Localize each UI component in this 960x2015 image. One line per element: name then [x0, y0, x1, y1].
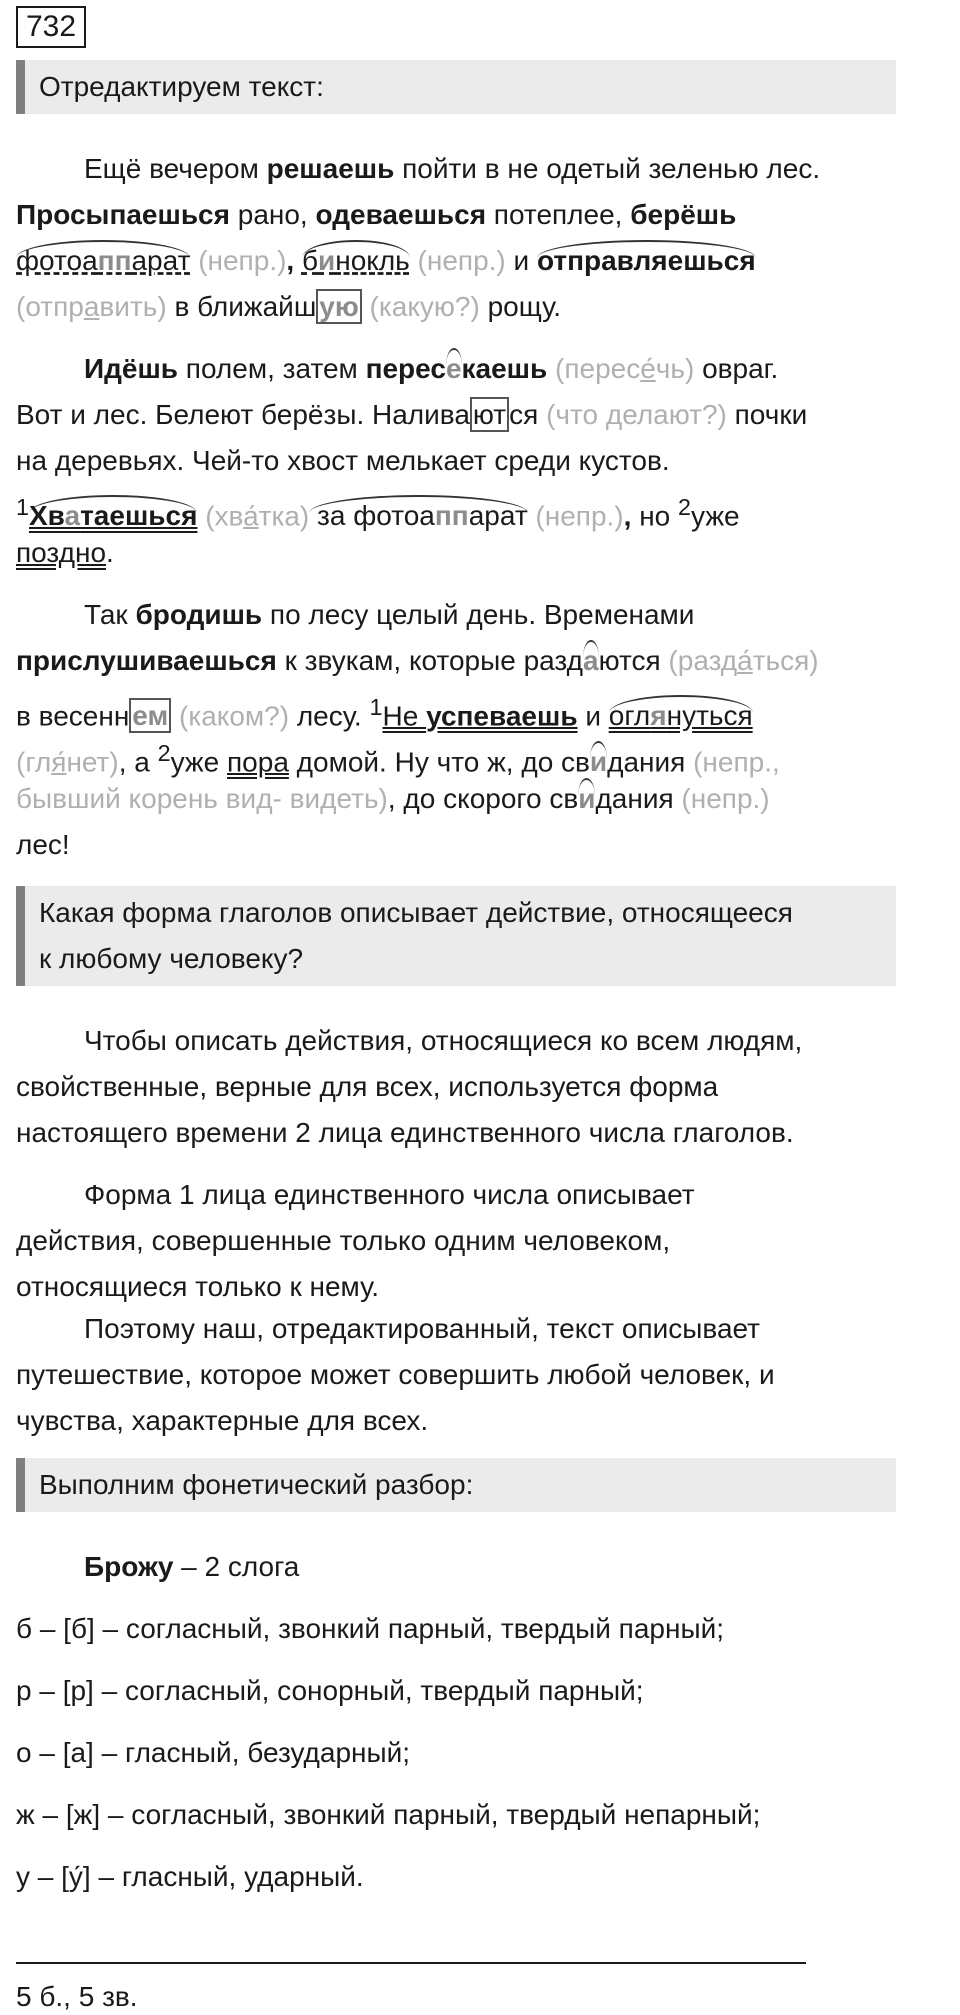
hint-note: (непр.): [190, 245, 287, 276]
stressed-letter: я́: [51, 746, 67, 778]
answer-line: действия, совершенные только одним человеком,: [16, 1225, 671, 1256]
hint-note: [16, 746, 119, 777]
verb-bold: [366, 348, 548, 384]
text: потеплее,: [486, 199, 631, 230]
footnote-mark: 2: [678, 494, 691, 520]
phonetic-row: р – [р] – согласный, сонорный, твердый парный;: [16, 1675, 644, 1706]
text: Ещё вечером: [84, 153, 267, 184]
verb-bold: Идёшь: [84, 353, 179, 384]
text: Так: [84, 599, 136, 630]
text: почки: [726, 399, 808, 430]
phonetic-row: б – [б] – согласный, звонкий парный, твердый парный;: [16, 1613, 724, 1644]
text: вить): [99, 291, 167, 322]
text: , до скорого св: [387, 783, 579, 814]
text: и: [505, 245, 537, 276]
footnote-mark: 1: [369, 694, 383, 720]
verb-bold: берёшь: [630, 199, 737, 230]
text: ются: [598, 645, 661, 676]
syllable-count: – 2 слога: [173, 1551, 300, 1582]
p3-line-2: [16, 644, 819, 678]
text: .: [106, 537, 114, 568]
text: (отпр: [16, 291, 84, 322]
stressed-letter: а: [83, 291, 100, 322]
answer-line: Чтобы описать действия, относящиеся ко всем людям,: [84, 1025, 803, 1056]
text: овраг.: [694, 353, 779, 384]
text: за фотоа: [309, 500, 435, 532]
hint-note: [547, 353, 694, 384]
text: ся: [509, 399, 539, 430]
text: таешься: [80, 500, 198, 532]
hint-note: (непр.): [527, 500, 624, 532]
answer-line: путешествие, которое может совершить любой человек, и: [16, 1359, 775, 1390]
hint-note: (что делают?): [538, 399, 727, 430]
section-heading-question: [16, 886, 896, 986]
text: лесу.: [289, 700, 370, 732]
p1-line-3: [16, 244, 756, 278]
text: арат: [131, 245, 191, 276]
p3-line-3: [16, 690, 753, 733]
answer-line: свойственные, верные для всех, используется форма: [16, 1071, 719, 1102]
text: нуться: [666, 700, 753, 732]
text: уже: [691, 500, 740, 532]
word-oglyanutsya: [609, 695, 753, 731]
text: рано,: [229, 199, 316, 230]
answer-line: Форма 1 лица единственного числа описывает: [84, 1179, 695, 1210]
question-line: к любому человеку?: [39, 943, 304, 974]
predicate-underlined: пора: [227, 746, 289, 778]
answer-line: относящиеся только к нему.: [16, 1271, 380, 1302]
spelling-letters: пп: [434, 500, 469, 532]
phonetic-row: о – [а] – гласный, безударный;: [16, 1737, 411, 1768]
text: нет): [66, 746, 119, 778]
text: (перес: [547, 353, 641, 384]
text: , а: [118, 746, 158, 778]
text: но: [631, 500, 679, 532]
p1-line-1: [16, 152, 820, 186]
phonetic-word-line: [16, 1550, 299, 1584]
spelling-letter: и: [318, 245, 336, 276]
text: домой. Ну что ж, до св: [288, 746, 590, 778]
text: Хв: [28, 500, 65, 532]
word-fotoapparat: [16, 240, 190, 276]
p2-line-1: [16, 352, 778, 386]
text: рощу.: [479, 291, 562, 322]
root-letter: а: [64, 500, 81, 532]
stressed-letter: а́: [737, 645, 753, 676]
verb-bold: Просыпаешься: [16, 199, 230, 230]
spelling-letters: пп: [97, 245, 132, 276]
comma: ,: [286, 245, 302, 276]
p2-line-2: [16, 398, 807, 432]
text: в весенн: [16, 700, 130, 732]
verb-bold: успеваешь: [426, 700, 578, 732]
word-binokl: [302, 240, 410, 276]
verb-bold: решаешь: [266, 153, 395, 184]
hint-note: бывший корень вид- видеть): [16, 783, 388, 814]
text: чь): [655, 353, 695, 384]
comma: ,: [623, 500, 632, 532]
ending-box: ую: [316, 289, 361, 324]
word-fotoapparat: [309, 495, 527, 531]
p2-line-5: [16, 536, 114, 570]
text: Вот и лес. Белеют берёзы. Налива: [16, 399, 470, 430]
text: Не: [382, 700, 427, 732]
ending-box: ют: [470, 397, 509, 432]
hint-note: (непр.): [409, 245, 506, 276]
text: в ближайш: [166, 291, 317, 322]
stressed-letter: а́: [243, 500, 259, 532]
text: каешь: [461, 353, 548, 384]
answer-line: настоящего времени 2 лица единственного числа глаголов.: [16, 1117, 794, 1148]
task-number: 732: [16, 6, 86, 48]
p2-line-3: на деревьях. Чей-то хвост мелькает среди кустов.: [16, 445, 670, 476]
p1-line-2: [16, 198, 736, 232]
root-letter: я: [650, 700, 667, 732]
question-line: Какая форма глаголов описывает действие, относящееся: [39, 897, 793, 928]
p2-line-4: [16, 490, 740, 533]
text: (разд: [660, 645, 738, 676]
text: к звукам, которые разд: [276, 645, 583, 676]
section-heading-edit: Отредактируем текст:: [16, 60, 896, 114]
hint-note: [197, 500, 309, 531]
text: уже: [170, 746, 228, 778]
text: (хв: [197, 500, 244, 532]
ending-box: ем: [129, 698, 171, 733]
phonetic-row: ж – [ж] – согласный, звонкий парный, твердый непарный;: [16, 1799, 761, 1830]
p1-line-4: [16, 290, 561, 324]
text: дания: [607, 746, 686, 778]
verb-bold: прислушиваешься: [16, 645, 277, 676]
root-letter: и: [578, 778, 595, 814]
hint-note: (непр.,: [685, 746, 780, 778]
predicate-underlined: [382, 700, 577, 731]
answer-line: чувства, характерные для всех.: [16, 1405, 429, 1436]
text: ться): [752, 645, 819, 676]
phonetic-row: у – [у́] – гласный, ударный.: [16, 1861, 364, 1892]
divider: [16, 1962, 806, 1964]
text: б: [301, 245, 319, 276]
text: нокль: [335, 245, 410, 276]
footnote-mark: 1: [16, 494, 29, 520]
answer-line: Поэтому наш, отредактированный, текст описывает: [84, 1313, 760, 1344]
root-letter: а: [583, 640, 599, 676]
p3-line-5: [16, 782, 770, 816]
verb-bold: [29, 495, 197, 531]
hint-note: (каком?): [171, 700, 290, 732]
phonetic-summary: 5 б., 5 зв.: [16, 1981, 138, 2012]
text: по лесу целый день. Временами: [262, 599, 695, 630]
text: и: [577, 700, 609, 732]
text: тка): [258, 500, 310, 532]
footnote-mark: 2: [157, 740, 171, 766]
verb-bold: отправляешься: [537, 240, 756, 276]
hint-note: [661, 645, 819, 676]
text: пойти в не одетый зеленью лес.: [394, 153, 821, 184]
verb-bold: одеваешься: [315, 199, 487, 230]
hint-note: [16, 291, 167, 322]
text: огл: [608, 700, 651, 732]
hint-note: (непр.): [673, 783, 770, 814]
p3-line-1: [16, 598, 694, 632]
text: дания: [595, 783, 674, 814]
text: арат: [468, 500, 528, 532]
verb-bold: бродишь: [135, 599, 263, 630]
text: (гл: [16, 746, 52, 778]
root-letter: е: [446, 348, 462, 384]
section-heading-phonetic: Выполним фонетический разбор:: [16, 1458, 896, 1512]
stressed-letter: е́: [640, 353, 656, 384]
text: фотоа: [16, 245, 98, 276]
root-letter: и: [590, 741, 607, 777]
phonetic-word: Брожу: [84, 1551, 174, 1582]
p3-line-4: [16, 736, 780, 779]
adverb-underlined: поздно: [16, 537, 107, 568]
text: полем, затем: [178, 353, 366, 384]
hint-note: (какую?): [361, 291, 480, 322]
p3-line-6: лес!: [16, 829, 70, 860]
text: перес: [365, 353, 446, 384]
